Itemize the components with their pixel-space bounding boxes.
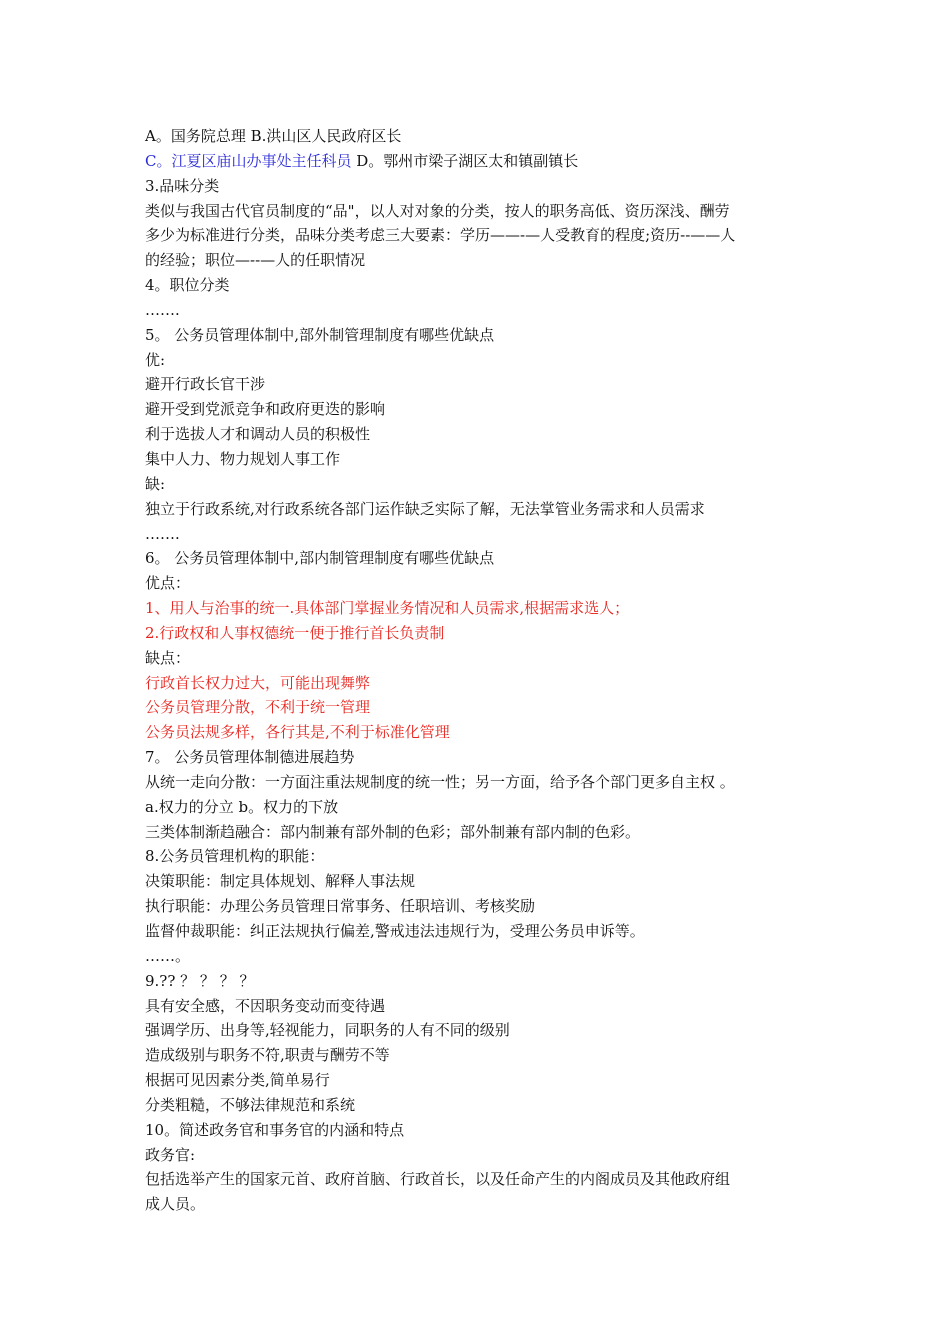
section-8-title: 8.公务员管理机构的职能： bbox=[145, 847, 325, 866]
section-6-pros-label: 优点： bbox=[145, 574, 191, 593]
section-7-line: 三类体制渐趋融合：部内制兼有部外制的色彩；部外制兼有部内制的色彩。 bbox=[145, 822, 641, 841]
section-5-pros-label: 优: bbox=[145, 350, 166, 369]
section-9-line: 具有安全感，不因职务变动而变待遇 bbox=[145, 996, 386, 1015]
option-c-highlight: C。江夏区庙山办事处主任科员 bbox=[145, 151, 352, 170]
section-6-con-item: 行政首长权力过大，可能出现舞弊 bbox=[145, 673, 371, 692]
section-9-title: 9.?? ？ ？ ？ ？ bbox=[145, 971, 255, 990]
section-7-line: a.权力的分立 b。权力的下放 bbox=[145, 797, 339, 816]
section-10-body-line: 成人员。 bbox=[145, 1195, 206, 1214]
ellipsis: ……. bbox=[145, 300, 180, 319]
section-3-title: 3.品味分类 bbox=[145, 176, 220, 195]
section-5-cons-label: 缺: bbox=[145, 474, 166, 493]
section-7-line: 从统一走向分散：一方面注重法规制度的统一性；另一方面，给予各个部门更多自主权 。 bbox=[145, 772, 735, 791]
section-6-pro-item: 2.行政权和人事权德统一便于推行首长负责制 bbox=[145, 623, 445, 642]
section-9-line: 分类粗糙，不够法律规范和系统 bbox=[145, 1095, 356, 1114]
options-line-cd bbox=[145, 149, 825, 174]
section-3-body-line: 类似与我国古代官员制度的“品"，以人对对象的分类，按人的职务高低、资历深浅、酬劳 bbox=[145, 201, 730, 220]
section-9-line: 强调学历、出身等,轻视能力，同职务的人有不同的级别 bbox=[145, 1021, 510, 1040]
section-6-cons-label: 缺点： bbox=[145, 648, 191, 667]
section-5-pro-item: 集中人力、物力规划人事工作 bbox=[145, 449, 341, 468]
section-10-subtitle: 政务官: bbox=[145, 1145, 196, 1164]
section-4-title: 4。职位分类 bbox=[145, 276, 230, 295]
section-5-pro-item: 避开行政长官干涉 bbox=[145, 375, 266, 394]
section-10-title: 10。简述政务官和事务官的内涵和特点 bbox=[145, 1120, 405, 1139]
section-6-title: 6。 公务员管理体制中,部内制管理制度有哪些优缺点 bbox=[145, 549, 495, 568]
section-6-con-item: 公务员管理分散，不利于统一管理 bbox=[145, 698, 371, 717]
section-9-line: 根据可见因素分类,简单易行 bbox=[145, 1071, 330, 1090]
document-page bbox=[145, 124, 825, 1217]
section-5-title: 5。 公务员管理体制中,部外制管理制度有哪些优缺点 bbox=[145, 325, 495, 344]
ellipsis: ……. bbox=[145, 524, 180, 543]
section-9-line: 造成级别与职务不符,职责与酬劳不等 bbox=[145, 1046, 390, 1065]
section-3-body-line: 多少为标准进行分类，品味分类考虑三大要素：学历——-—人受教育的程度;资历--——人 bbox=[145, 226, 736, 245]
section-10-body-line: 包括选举产生的国家元首、政府首脑、行政首长，以及任命产生的内阁成员及其他政府组 bbox=[145, 1170, 731, 1189]
section-8-line: 执行职能：办理公务员管理日常事务、任职培训、考核奖励 bbox=[145, 897, 536, 916]
section-7-title: 7。 公务员管理体制德进展趋势 bbox=[145, 748, 355, 767]
section-5-pro-item: 避开受到党派竞争和政府更迭的影响 bbox=[145, 400, 386, 419]
section-3-body-line: 的经验；职位—--—人的任职情况 bbox=[145, 251, 366, 270]
section-8-line: 监督仲裁职能：纠正法规执行偏差,警戒违法违规行为，受理公务员申诉等。 bbox=[145, 922, 645, 940]
section-5-con-item: 独立于行政系统,对行政系统各部门运作缺乏实际了解，无法掌管业务需求和人员需求 bbox=[145, 499, 705, 518]
option-d-text: D。鄂州市梁子湖区太和镇副镇长 bbox=[351, 151, 579, 170]
section-5-pro-item: 利于选拔人才和调动人员的积极性 bbox=[145, 425, 371, 444]
section-6-con-item: 公务员法规多样，各行其是,不利于标准化管理 bbox=[145, 723, 450, 742]
section-6-pro-item: 1、用人与治事的统一.具体部门掌握业务情况和人员需求,根据需求选人； bbox=[145, 599, 630, 618]
section-8-line: 决策职能：制定具体规划、解释人事法规 bbox=[145, 872, 416, 891]
options-line-ab: A。国务院总理 B.洪山区人民政府区长 bbox=[145, 127, 402, 145]
ellipsis: ……。 bbox=[145, 946, 191, 965]
